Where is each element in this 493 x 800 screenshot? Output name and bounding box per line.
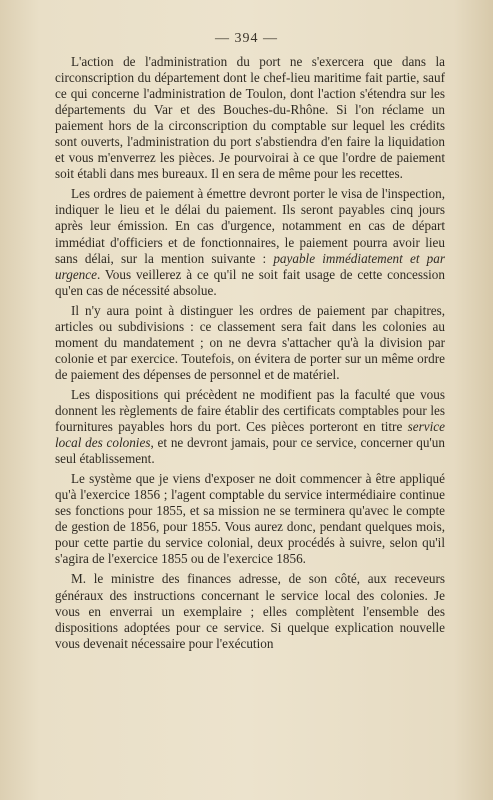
emphasis-text: payable immédiatement et par urgence (55, 250, 445, 282)
paragraph-text: . Vous veillerez à ce qu'il ne soit fait usage de cette concession qu'en cas de nécessité absolue. (55, 266, 445, 298)
paragraph-payment-orders (55, 186, 445, 298)
paragraph-fiscal-years (55, 471, 445, 567)
paragraph-text: M. le ministre des finances adresse, de son côté, aux receveurs généraux des instructions concernant le service local des colonies. Je vous en enverrai un exemplaire ; elles complètent l'ensemble des dispositions adoptées pour ce service. Si quelque explication nouvelle vous devenait nécessaire pour l'exécution (55, 571, 445, 651)
paragraph-finance-minister (55, 571, 445, 651)
paragraph-certificates (55, 387, 445, 467)
page-number: — 394 — (215, 31, 278, 46)
paragraph-port-administration (55, 54, 445, 182)
paragraph-text: L'action de l'administration du port ne s'exercera que dans la circonscription du département dont le chef-lieu maritime fait partie, sauf ce qui concerne l'administration de Toulon, dont l'action s'étendra sur les départements du Var et des Bouches-du-Rhône. Si l'on réclame un paiement hors de la circonscription du comptable sur lequel les crédits sont ouverts, l'administration du port s'abstiendra d'en faire la liquidation et vous m'enverrez les pièces. Je pourvoirai à ce que l'ordre de paiement soit établi dans mes bureaux. Il en sera de même pour les recettes. (55, 54, 445, 182)
body-text (55, 54, 445, 656)
paragraph-text: , et ne devront jamais, pour ce service, concerner qu'un seul établissement. (55, 435, 445, 467)
paragraph-text: Le système que je viens d'exposer ne doit commencer à être appliqué qu'à l'exercice 1856 ; l'agent comptable du service intermédiaire continue ses fonctions pour 1855, et sa mission ne se terminera qu'avec le compte de gestion de 1856, pour 1855. Vous aurez donc, pendant quelques mois, pour cette partie du service colonial, deux procédés à suivre, selon qu'il s'agira de l'exercice 1855 ou de l'exercice 1856. (55, 471, 445, 567)
paragraph-text: Les dispositions qui précèdent ne modifient pas la faculté que vous donnent les règlements de faire établir des certificats comptables pour les fournitures payables hors du port. Ces pièces porteront en titre (55, 386, 445, 435)
paragraph-classification (55, 303, 445, 383)
paragraph-text: Les ordres de paiement à émettre devront porter le visa de l'inspection, indiquer le lieu et le délai du paiement. Ils seront payables cinq jours après leur émission. En cas d'urgence, notamment en cas de départ immédiat d'officiers et de fonctionnaires, le paiement pourra avoir lieu sans délai, sur la mention suivante : (55, 186, 445, 266)
paragraph-text: Il n'y aura point à distinguer les ordres de paiement par chapitres, articles ou subdivisions : ce classement sera fait dans les colonies au moment du mandatement ; on ne devra s'attacher qu'à la division par colonie et par exercice. Toutefois, on évitera de porter sur un même ordre de paiement des dépenses de personnel et de matériel. (55, 302, 445, 382)
emphasis-text: service local des colonies (55, 419, 445, 451)
